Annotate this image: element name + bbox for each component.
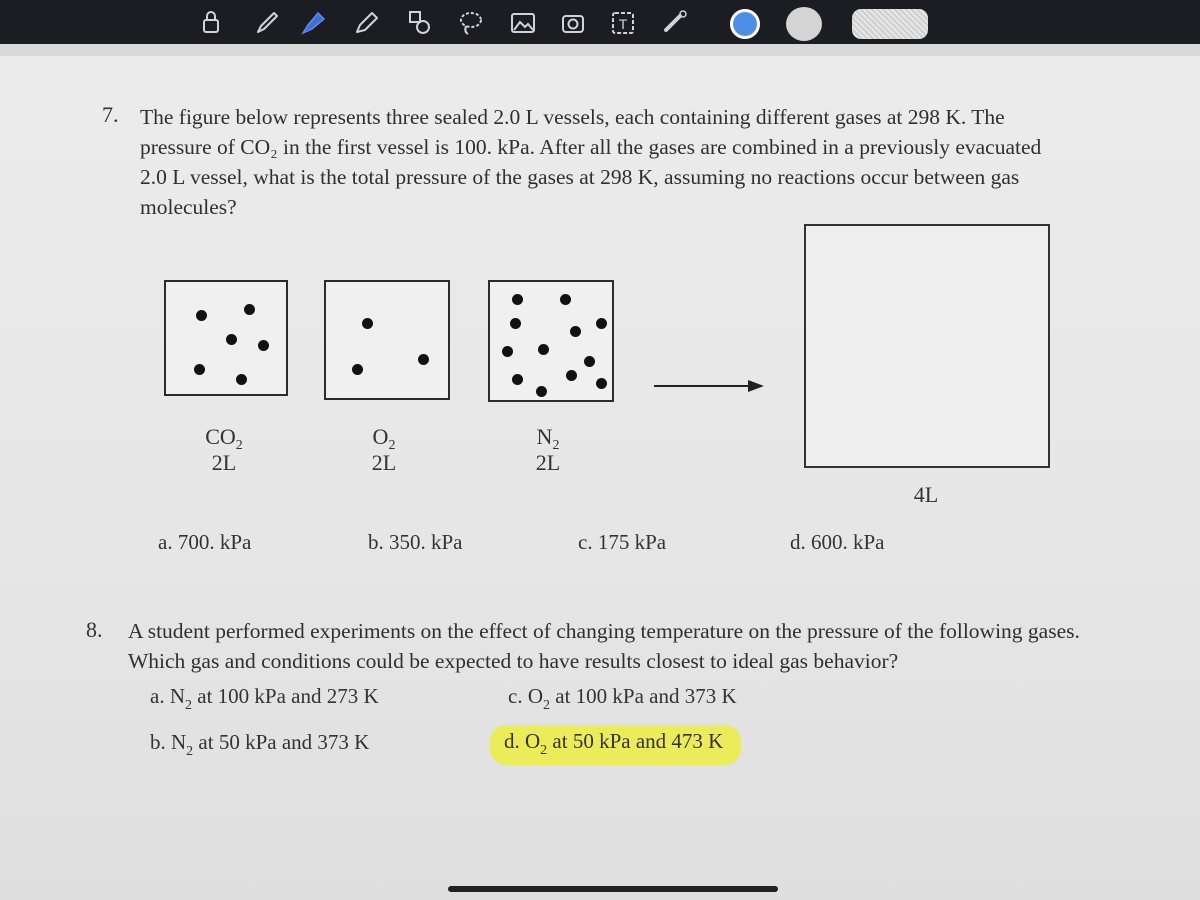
gas-particle	[570, 326, 581, 337]
gas-particle	[510, 318, 521, 329]
gas-particle	[418, 354, 429, 365]
vessel-co2-label: $CO_2$	[205, 424, 243, 453]
gas-particle	[196, 310, 207, 321]
q8-option-d-highlighted[interactable]: d. $O_2$ at 50 kPa and 473 K	[490, 725, 741, 765]
pen-icon[interactable]	[252, 8, 282, 38]
page-top-band	[0, 44, 1200, 56]
gas-particle	[596, 378, 607, 389]
color-swatch-blue[interactable]	[730, 9, 760, 39]
vessel-co2	[164, 280, 288, 396]
gas-particle	[512, 294, 523, 305]
q7-option-d[interactable]: d. 600. kPa	[790, 530, 885, 554]
color-swatch-gray[interactable]	[786, 7, 822, 41]
combined-vessel-volume: 4L	[913, 482, 939, 507]
vessel-co2-volume: 2L	[211, 450, 237, 475]
q7-option-a[interactable]: a. 700. kPa	[158, 530, 252, 554]
gas-particle	[244, 304, 255, 315]
lasso-icon[interactable]	[456, 8, 486, 38]
camera-icon[interactable]	[558, 8, 588, 38]
eraser-icon[interactable]	[352, 8, 382, 38]
vessel-n2-label: $N_2$	[536, 424, 560, 453]
combined-vessel	[804, 224, 1050, 468]
question-8-text: A student performed experiments on the effect of changing temperature on the pressure of the following gases. Which gas and conditions could be expected to have results closest to ideal gas behavior?	[128, 619, 1080, 673]
gas-particle	[512, 374, 523, 385]
laser-pointer-icon[interactable]	[660, 8, 690, 38]
text-icon[interactable]	[608, 8, 638, 38]
gas-particle	[352, 364, 363, 375]
q7-option-c[interactable]: c. 175 kPa	[578, 530, 667, 554]
q7-option-b[interactable]: b. 350. kPa	[368, 530, 463, 554]
question-7-number: 7.	[102, 102, 119, 127]
gas-particle	[536, 386, 547, 397]
vessel-n2-volume: 2L	[535, 450, 561, 475]
vessel-o2	[324, 280, 450, 400]
lock-icon[interactable]	[196, 8, 226, 38]
gas-particle	[502, 346, 513, 357]
gas-particle	[194, 364, 205, 375]
gas-particle	[362, 318, 373, 329]
question-7-text: The figure below represents three sealed 2.0 L vessels, each containing different gases at 298 K. The pressure of CO₂ in the first vessel is 100. kPa. After all the gases are combined in a previously evacuated 2.0 L vessel, what is the total pressure of the gases at 298 K, assuming no reactions occur between gas molecules?	[140, 105, 1042, 219]
svg-text:T: T	[618, 16, 628, 32]
gas-particle	[236, 374, 247, 385]
gas-particle	[584, 356, 595, 367]
gas-particle	[566, 370, 577, 381]
color-swatch-textured[interactable]	[852, 9, 928, 39]
shapes-icon[interactable]	[404, 8, 434, 38]
gas-particle	[258, 340, 269, 351]
q8-option-a[interactable]: a. $N_2$ at 100 kPa and 273 K	[150, 684, 379, 713]
q8-option-c[interactable]: c. $O_2$ at 100 kPa and 373 K	[508, 684, 737, 713]
vessel-o2-volume: 2L	[371, 450, 397, 475]
gas-particle	[538, 344, 549, 355]
gas-particle	[560, 294, 571, 305]
vessel-n2	[488, 280, 614, 402]
gas-particle	[596, 318, 607, 329]
image-icon[interactable]	[508, 8, 538, 38]
document-page	[0, 44, 1200, 900]
vessel-o2-label: $O_2$	[372, 424, 396, 453]
question-8-number: 8.	[86, 617, 103, 642]
q8-option-b[interactable]: b. $N_2$ at 50 kPa and 373 K	[150, 730, 370, 759]
annotation-toolbar	[0, 0, 1200, 44]
home-indicator[interactable]	[448, 886, 778, 892]
gas-particle	[226, 334, 237, 345]
right-arrow-icon	[654, 379, 764, 393]
highlighter-icon[interactable]	[298, 8, 328, 38]
